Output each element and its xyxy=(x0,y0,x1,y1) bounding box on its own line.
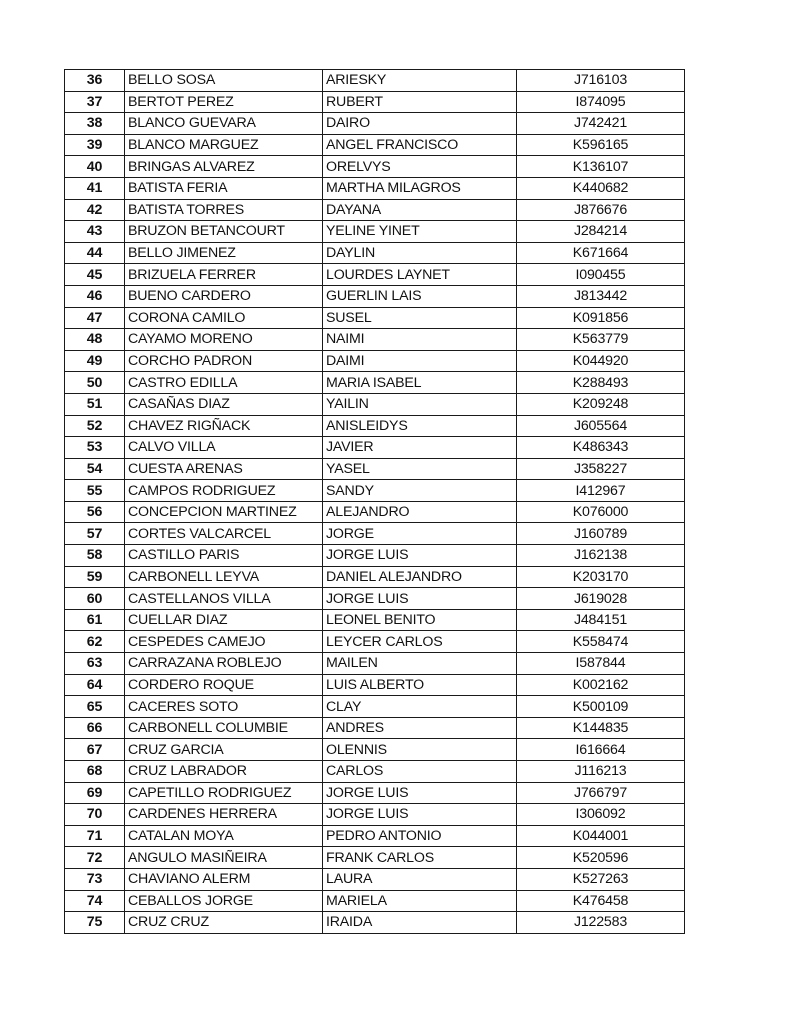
table-row xyxy=(65,480,685,502)
row-number-cell: 66 xyxy=(65,717,125,739)
given-names-cell: CLAY xyxy=(323,696,517,718)
surnames-cell: BLANCO GUEVARA xyxy=(125,113,323,135)
given-names-cell: JORGE LUIS xyxy=(323,804,517,826)
table-row xyxy=(65,70,685,92)
row-number-cell: 73 xyxy=(65,868,125,890)
row-number-cell: 70 xyxy=(65,804,125,826)
row-number-cell: 45 xyxy=(65,264,125,286)
surnames-cell: CAMPOS RODRIGUEZ xyxy=(125,480,323,502)
id-number-cell: K209248 xyxy=(517,393,685,415)
given-names-cell: JORGE xyxy=(323,523,517,545)
given-names-cell: LEYCER CARLOS xyxy=(323,631,517,653)
surnames-cell: BRINGAS ALVAREZ xyxy=(125,156,323,178)
id-number-cell: K203170 xyxy=(517,566,685,588)
surnames-cell: CAPETILLO RODRIGUEZ xyxy=(125,782,323,804)
given-names-cell: DANIEL ALEJANDRO xyxy=(323,566,517,588)
id-number-cell: J358227 xyxy=(517,458,685,480)
surnames-cell: CHAVIANO ALERM xyxy=(125,868,323,890)
surnames-cell: BATISTA FERIA xyxy=(125,177,323,199)
id-number-cell: K044001 xyxy=(517,825,685,847)
surnames-cell: BERTOT PEREZ xyxy=(125,91,323,113)
row-number-cell: 65 xyxy=(65,696,125,718)
given-names-cell: IRAIDA xyxy=(323,912,517,934)
surnames-cell: CHAVEZ RIGÑACK xyxy=(125,415,323,437)
id-number-cell: K596165 xyxy=(517,134,685,156)
row-number-cell: 63 xyxy=(65,653,125,675)
surnames-cell: CACERES SOTO xyxy=(125,696,323,718)
id-number-cell: J605564 xyxy=(517,415,685,437)
surnames-cell: BRIZUELA FERRER xyxy=(125,264,323,286)
table-row xyxy=(65,393,685,415)
row-number-cell: 53 xyxy=(65,437,125,459)
given-names-cell: DAIRO xyxy=(323,113,517,135)
row-number-cell: 38 xyxy=(65,113,125,135)
row-number-cell: 71 xyxy=(65,825,125,847)
table-row xyxy=(65,415,685,437)
given-names-cell: SUSEL xyxy=(323,307,517,329)
given-names-cell: YELINE YINET xyxy=(323,221,517,243)
table-row xyxy=(65,912,685,934)
id-number-cell: J619028 xyxy=(517,588,685,610)
table-row xyxy=(65,156,685,178)
row-number-cell: 64 xyxy=(65,674,125,696)
given-names-cell: LAURA xyxy=(323,868,517,890)
given-names-cell: JORGE LUIS xyxy=(323,782,517,804)
row-number-cell: 44 xyxy=(65,242,125,264)
given-names-cell: RUBERT xyxy=(323,91,517,113)
row-number-cell: 37 xyxy=(65,91,125,113)
surnames-cell: ANGULO MASIÑEIRA xyxy=(125,847,323,869)
surnames-cell: CARBONELL COLUMBIE xyxy=(125,717,323,739)
surnames-cell: CARRAZANA ROBLEJO xyxy=(125,653,323,675)
id-number-cell: J876676 xyxy=(517,199,685,221)
surnames-cell: CRUZ LABRADOR xyxy=(125,761,323,783)
surnames-cell: CATALAN MOYA xyxy=(125,825,323,847)
table-row xyxy=(65,523,685,545)
id-number-cell: I412967 xyxy=(517,480,685,502)
given-names-cell: ORELVYS xyxy=(323,156,517,178)
row-number-cell: 59 xyxy=(65,566,125,588)
surnames-cell: CRUZ GARCIA xyxy=(125,739,323,761)
id-number-cell: K288493 xyxy=(517,372,685,394)
surnames-cell: CRUZ CRUZ xyxy=(125,912,323,934)
surnames-cell: CASAÑAS DIAZ xyxy=(125,393,323,415)
given-names-cell: DAYANA xyxy=(323,199,517,221)
id-number-cell: I616664 xyxy=(517,739,685,761)
id-number-cell: J160789 xyxy=(517,523,685,545)
given-names-cell: GUERLIN LAIS xyxy=(323,285,517,307)
id-number-cell: K671664 xyxy=(517,242,685,264)
table-row xyxy=(65,847,685,869)
given-names-cell: FRANK CARLOS xyxy=(323,847,517,869)
id-number-cell: I874095 xyxy=(517,91,685,113)
surnames-cell: CORDERO ROQUE xyxy=(125,674,323,696)
id-number-cell: K091856 xyxy=(517,307,685,329)
table-row xyxy=(65,264,685,286)
surnames-cell: CUELLAR DIAZ xyxy=(125,609,323,631)
surnames-cell: BATISTA TORRES xyxy=(125,199,323,221)
surnames-cell: CUESTA ARENAS xyxy=(125,458,323,480)
table-row xyxy=(65,458,685,480)
table-row xyxy=(65,588,685,610)
table-row xyxy=(65,285,685,307)
id-number-cell: K044920 xyxy=(517,350,685,372)
id-number-cell: K476458 xyxy=(517,890,685,912)
table-row xyxy=(65,221,685,243)
table-row xyxy=(65,199,685,221)
surnames-cell: CESPEDES CAMEJO xyxy=(125,631,323,653)
row-number-cell: 57 xyxy=(65,523,125,545)
row-number-cell: 41 xyxy=(65,177,125,199)
row-number-cell: 42 xyxy=(65,199,125,221)
given-names-cell: ANGEL FRANCISCO xyxy=(323,134,517,156)
id-number-cell: K520596 xyxy=(517,847,685,869)
row-number-cell: 56 xyxy=(65,501,125,523)
table-row xyxy=(65,804,685,826)
given-names-cell: LEONEL BENITO xyxy=(323,609,517,631)
given-names-cell: LUIS ALBERTO xyxy=(323,674,517,696)
row-number-cell: 39 xyxy=(65,134,125,156)
table-row xyxy=(65,653,685,675)
surnames-cell: BLANCO MARGUEZ xyxy=(125,134,323,156)
id-number-cell: I306092 xyxy=(517,804,685,826)
id-number-cell: K136107 xyxy=(517,156,685,178)
given-names-cell: MARTHA MILAGROS xyxy=(323,177,517,199)
id-number-cell: K500109 xyxy=(517,696,685,718)
given-names-cell: DAYLIN xyxy=(323,242,517,264)
table-row xyxy=(65,372,685,394)
table-row xyxy=(65,566,685,588)
surnames-cell: CALVO VILLA xyxy=(125,437,323,459)
row-number-cell: 75 xyxy=(65,912,125,934)
id-number-cell: K486343 xyxy=(517,437,685,459)
row-number-cell: 68 xyxy=(65,761,125,783)
table-row xyxy=(65,761,685,783)
table-row xyxy=(65,113,685,135)
table-row xyxy=(65,437,685,459)
row-number-cell: 52 xyxy=(65,415,125,437)
row-number-cell: 43 xyxy=(65,221,125,243)
row-number-cell: 54 xyxy=(65,458,125,480)
surnames-cell: CASTILLO PARIS xyxy=(125,545,323,567)
given-names-cell: ANISLEIDYS xyxy=(323,415,517,437)
table-row xyxy=(65,134,685,156)
given-names-cell: SANDY xyxy=(323,480,517,502)
table-row xyxy=(65,91,685,113)
surnames-cell: CARDENES HERRERA xyxy=(125,804,323,826)
row-number-cell: 58 xyxy=(65,545,125,567)
given-names-cell: MARIELA xyxy=(323,890,517,912)
surnames-cell: BELLO JIMENEZ xyxy=(125,242,323,264)
surnames-cell: CASTELLANOS VILLA xyxy=(125,588,323,610)
id-number-cell: J484151 xyxy=(517,609,685,631)
row-number-cell: 74 xyxy=(65,890,125,912)
table-row xyxy=(65,350,685,372)
surnames-cell: BELLO SOSA xyxy=(125,70,323,92)
table-row xyxy=(65,501,685,523)
table-row xyxy=(65,717,685,739)
given-names-cell: ANDRES xyxy=(323,717,517,739)
id-number-cell: J116213 xyxy=(517,761,685,783)
surnames-cell: CARBONELL LEYVA xyxy=(125,566,323,588)
id-number-cell: K558474 xyxy=(517,631,685,653)
id-number-cell: K144835 xyxy=(517,717,685,739)
id-number-cell: I090455 xyxy=(517,264,685,286)
surnames-cell: BUENO CARDERO xyxy=(125,285,323,307)
table-row xyxy=(65,631,685,653)
given-names-cell: DAIMI xyxy=(323,350,517,372)
row-number-cell: 49 xyxy=(65,350,125,372)
table-row xyxy=(65,696,685,718)
table-row xyxy=(65,242,685,264)
id-number-cell: K076000 xyxy=(517,501,685,523)
surnames-cell: CASTRO EDILLA xyxy=(125,372,323,394)
row-number-cell: 60 xyxy=(65,588,125,610)
given-names-cell: LOURDES LAYNET xyxy=(323,264,517,286)
table-row xyxy=(65,545,685,567)
given-names-cell: JORGE LUIS xyxy=(323,588,517,610)
surnames-cell: CORONA CAMILO xyxy=(125,307,323,329)
id-number-cell: K527263 xyxy=(517,868,685,890)
given-names-cell: ARIESKY xyxy=(323,70,517,92)
row-number-cell: 50 xyxy=(65,372,125,394)
table-row xyxy=(65,329,685,351)
given-names-cell: YAILIN xyxy=(323,393,517,415)
row-number-cell: 48 xyxy=(65,329,125,351)
given-names-cell: CARLOS xyxy=(323,761,517,783)
roster-table xyxy=(64,69,685,934)
surnames-cell: CORCHO PADRON xyxy=(125,350,323,372)
id-number-cell: J284214 xyxy=(517,221,685,243)
id-number-cell: K440682 xyxy=(517,177,685,199)
given-names-cell: OLENNIS xyxy=(323,739,517,761)
row-number-cell: 40 xyxy=(65,156,125,178)
table-row xyxy=(65,782,685,804)
row-number-cell: 72 xyxy=(65,847,125,869)
given-names-cell: JORGE LUIS xyxy=(323,545,517,567)
row-number-cell: 47 xyxy=(65,307,125,329)
id-number-cell: J813442 xyxy=(517,285,685,307)
table-row xyxy=(65,890,685,912)
surnames-cell: CORTES VALCARCEL xyxy=(125,523,323,545)
id-number-cell: K563779 xyxy=(517,329,685,351)
surnames-cell: CAYAMO MORENO xyxy=(125,329,323,351)
table-row xyxy=(65,739,685,761)
id-number-cell: J716103 xyxy=(517,70,685,92)
table-row xyxy=(65,868,685,890)
table-row xyxy=(65,825,685,847)
given-names-cell: ALEJANDRO xyxy=(323,501,517,523)
table-row xyxy=(65,177,685,199)
table-row xyxy=(65,674,685,696)
id-number-cell: K002162 xyxy=(517,674,685,696)
row-number-cell: 62 xyxy=(65,631,125,653)
id-number-cell: J742421 xyxy=(517,113,685,135)
row-number-cell: 36 xyxy=(65,70,125,92)
roster-body xyxy=(65,70,685,934)
id-number-cell: I587844 xyxy=(517,653,685,675)
surnames-cell: CEBALLOS JORGE xyxy=(125,890,323,912)
given-names-cell: NAIMI xyxy=(323,329,517,351)
given-names-cell: MARIA ISABEL xyxy=(323,372,517,394)
given-names-cell: JAVIER xyxy=(323,437,517,459)
row-number-cell: 61 xyxy=(65,609,125,631)
row-number-cell: 51 xyxy=(65,393,125,415)
given-names-cell: PEDRO ANTONIO xyxy=(323,825,517,847)
row-number-cell: 46 xyxy=(65,285,125,307)
id-number-cell: J162138 xyxy=(517,545,685,567)
row-number-cell: 55 xyxy=(65,480,125,502)
table-row xyxy=(65,307,685,329)
given-names-cell: YASEL xyxy=(323,458,517,480)
row-number-cell: 69 xyxy=(65,782,125,804)
id-number-cell: J766797 xyxy=(517,782,685,804)
row-number-cell: 67 xyxy=(65,739,125,761)
table-row xyxy=(65,609,685,631)
id-number-cell: J122583 xyxy=(517,912,685,934)
given-names-cell: MAILEN xyxy=(323,653,517,675)
surnames-cell: CONCEPCION MARTINEZ xyxy=(125,501,323,523)
surnames-cell: BRUZON BETANCOURT xyxy=(125,221,323,243)
